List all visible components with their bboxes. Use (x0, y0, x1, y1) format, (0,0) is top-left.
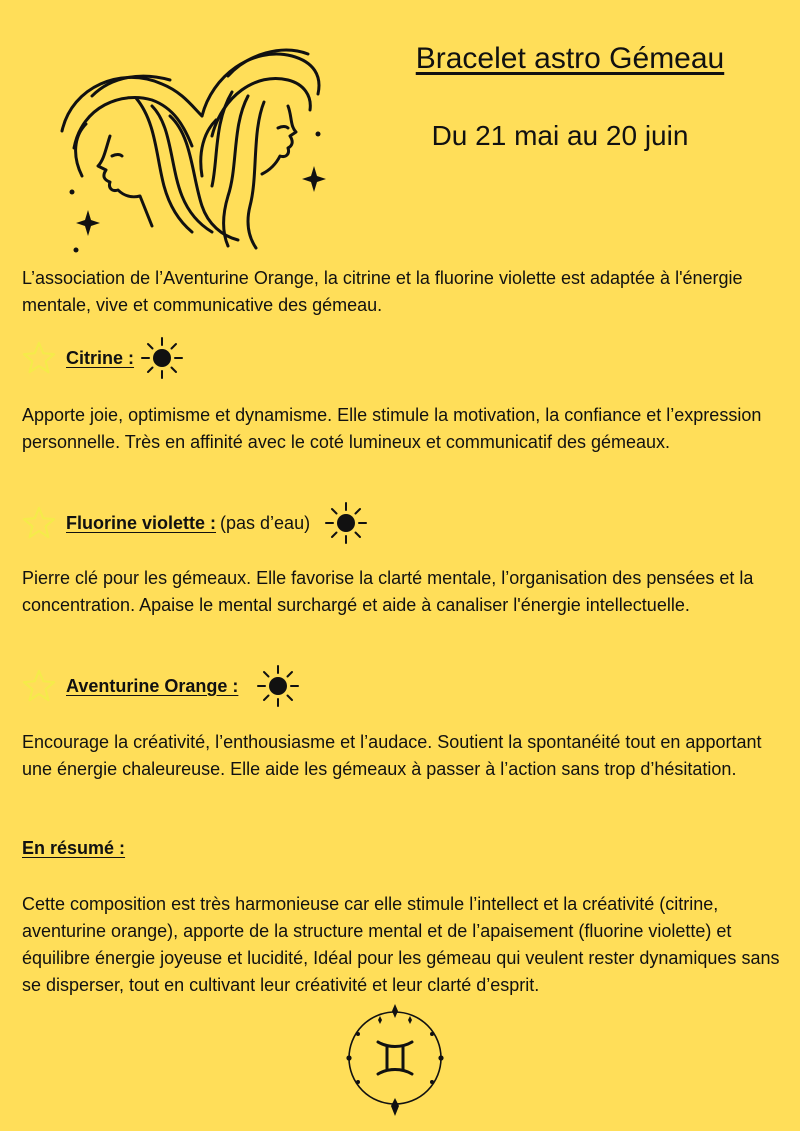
section-note: (pas d’eau) (220, 512, 311, 533)
date-range: Du 21 mai au 20 juin (431, 120, 689, 151)
outline-star-icon (20, 340, 58, 376)
section-heading-fluorine (22, 503, 368, 543)
section-label: Fluorine violette : (66, 512, 217, 533)
section-text-aventurine: Encourage la créativité, l’enthousiasme et l’audace. Soutient la spontanéité tout en apportant une énergie chaleureuse. Elle aide les gémeaux à passer à l’action sans trop d’hésitation. (22, 732, 762, 779)
gemini-twins-illustration (52, 36, 342, 256)
sun-icon (324, 501, 368, 545)
sun-icon (256, 664, 300, 708)
section-heading-aventurine (22, 666, 300, 706)
outline-star-icon (20, 668, 58, 704)
outline-star-icon (20, 505, 58, 541)
section-label: Aventurine Orange : (66, 675, 239, 696)
sun-icon (140, 336, 184, 380)
summary-paragraph: Cette composition est très harmonieuse car elle stimule l’intellect et la créativité (citrine, aventurine orange), apporte de la structure mental et de l’apaisement (fluorine violette) et équilibre énergie joyeuse et lucidité, Idéal pour les gémeau qui veulent rester dynamiques sans se disperser, tout en cultivant leur créativité et leur clarté d’esprit. (22, 894, 780, 995)
section-text-citrine: Apporte joie, optimisme et dynamisme. Elle stimule la motivation, la confiance et l’expression personnelle. Très en affinité avec le coté lumineux et communicatif des gémeaux. (22, 405, 762, 452)
page-title: Bracelet astro Gémeau (415, 42, 725, 75)
intro-paragraph: L’association de l’Aventurine Orange, la citrine et la fluorine violette est adaptée à l'énergie mentale, vive et communicative des gémeau. (22, 268, 743, 315)
summary-heading: En résumé : (22, 838, 126, 858)
section-text-fluorine: Pierre clé pour les gémeaux. Elle favorise la clarté mentale, l’organisation des pensées et la concentration. Apaise le mental surchargé et aide à canaliser l'énergie intellectuelle. (22, 568, 754, 615)
section-heading-citrine (22, 338, 184, 378)
section-label: Citrine : (66, 347, 135, 368)
gemini-symbol-icon (340, 1002, 450, 1120)
